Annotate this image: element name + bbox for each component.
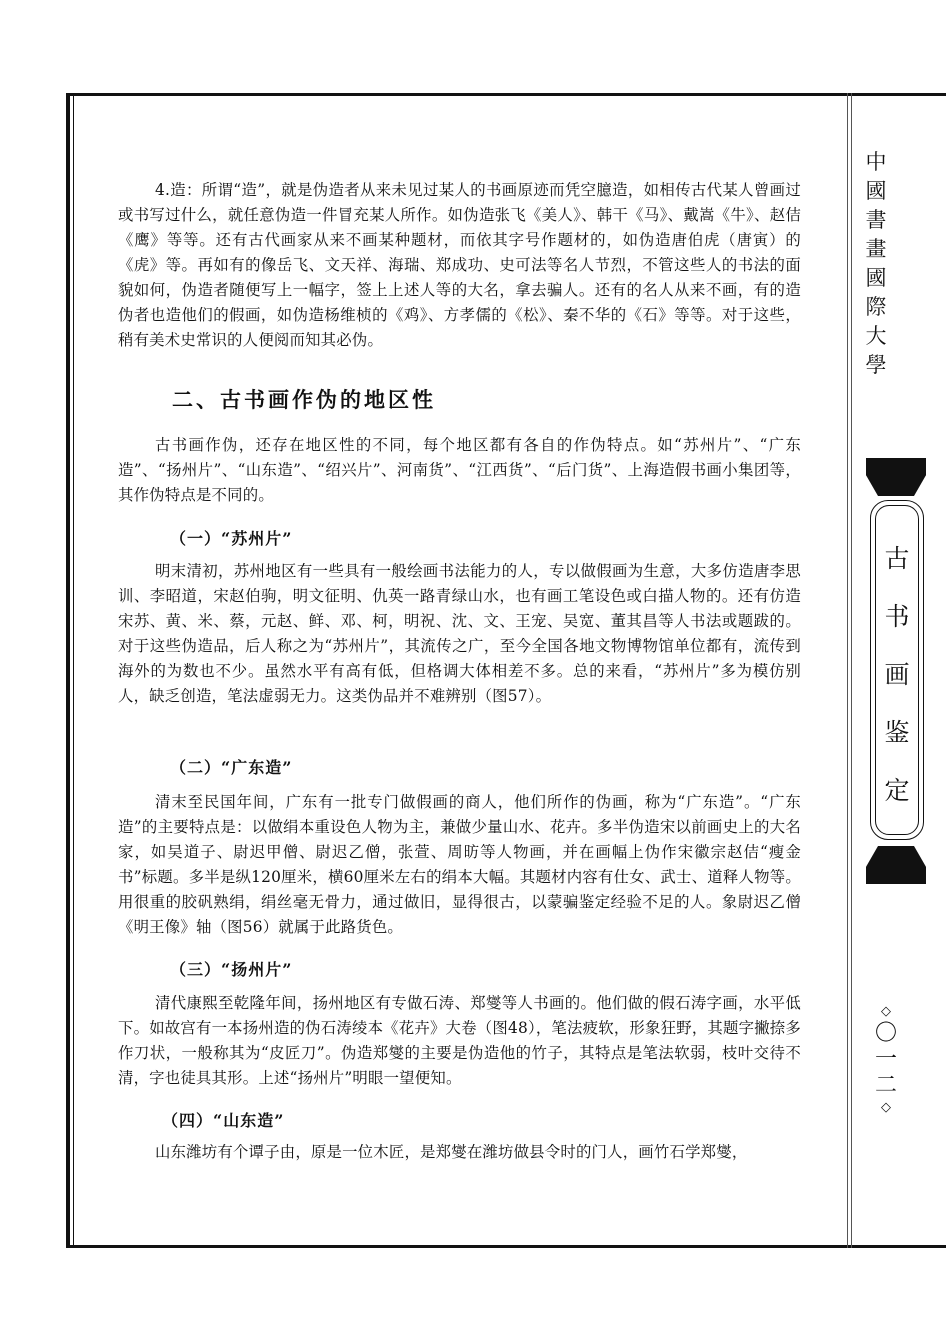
body-paragraph: 4.造：所谓“造”，就是伪造者从来未见过某人的书画原迹而凭空臆造，如相传古代某人曾画过或书写过什么，就任意伪造一件冒充某人所作。如伪造张飞《美人》、韩干《马》、戴嵩《牛》、赵佶《鹰》等等。还有古代画家从来不画某种题材，而依其字号作题材的，如伪造唐伯虎（唐寅）的《虎》等。再如有的像岳飞、文天祥、海瑞、郑成功、史可法等名人节烈，不管这些人的书法的面貌如何，伪造者随便写上一幅字，签上上述人等的大名，拿去骗人。还有的名人从来不画，有的造伪者也造他们的假画，如伪造杨维桢的《鸡》、方孝儒的《松》、秦不华的《石》等等。对于这些，稍有美术史常识的人便阅而知其必伪。 xyxy=(118,181,801,349)
book-title-char: 古 xyxy=(884,544,910,573)
page-number-digit: 〇 xyxy=(874,1021,897,1046)
section-title: 二、古书画作伪的地区性 xyxy=(172,387,436,412)
body-paragraph: 古书画作伪，还存在地区性的不同，每个地区都有各自的作伪特点。如“苏州片”、“广东造”、“扬州片”、“山东造”、“绍兴片”、河南货”、“江西货”、“后门货”、上海造假书画小集团等，其作伪特点是不同的。 xyxy=(118,436,801,504)
sidebar-divider-2 xyxy=(851,93,852,1248)
book-title-char: 定 xyxy=(884,776,910,805)
sidebar-divider xyxy=(847,93,848,1248)
book-title-char: 鉴 xyxy=(884,718,910,747)
paragraph-shandong xyxy=(118,1140,801,1165)
book-title-char: 书 xyxy=(884,602,910,631)
paragraph-guangdong xyxy=(118,790,801,940)
university-char: 大 xyxy=(865,324,887,348)
university-char: 中 xyxy=(865,150,887,174)
body-paragraph: 清末至民国年间，广东有一批专门做假画的商人，他们所作的伪画，称为“广东造”。“广东造”的主要特点是：以做绢本重设色人物为主，兼做少量山水、花卉。多半伪造宋以前画史上的大名家，如吴道子、尉迟甲僧、尉迟乙僧，张萱、周昉等人物画，并在画幅上伪作宋徽宗赵佶“瘦金书”标题。多半是纵120厘米，横60厘米左右的绢本大幅。其题材内容有仕女、武士、道释人物等。用很重的胶矾熟绢，绢丝毫无骨力，通过做旧，显得很古，以蒙骗鉴定经验不足的人。象尉迟乙僧《明王像》轴（图56）就属于此路货色。 xyxy=(118,793,801,936)
university-char: 國 xyxy=(865,179,887,203)
page-number xyxy=(866,1003,906,1117)
page-number-digit: 一 xyxy=(874,1047,897,1072)
diamond-icon: ◇ xyxy=(881,1100,891,1115)
paragraph-zao xyxy=(118,178,801,353)
university-char: 國 xyxy=(865,266,887,290)
paragraph-yangzhou xyxy=(118,991,801,1091)
subheading-suzhou: （一）“苏州片” xyxy=(170,529,293,548)
page-number-digit: 二 xyxy=(874,1073,897,1098)
diamond-icon: ◇ xyxy=(881,1004,891,1019)
paragraph-suzhou xyxy=(118,559,801,709)
subheading-guangdong: （二）“广东造” xyxy=(170,758,293,777)
university-char: 際 xyxy=(865,295,887,319)
body-paragraph: 山东潍坊有个谭子由，原是一位木匠，是郑燮在潍坊做县令时的门人，画竹石学郑燮， xyxy=(155,1143,748,1161)
frame-bottom-rule xyxy=(66,1245,946,1248)
subheading-shandong: （四）“山东造” xyxy=(162,1111,285,1130)
university-name xyxy=(862,148,890,380)
university-char: 書 xyxy=(865,208,887,232)
book-title xyxy=(870,530,924,820)
frame-top-rule xyxy=(66,93,946,96)
university-char: 學 xyxy=(865,353,887,377)
decorative-bar-bottom xyxy=(866,846,926,884)
frame-left-rule xyxy=(66,93,70,1248)
frame-inner-left-rule xyxy=(73,93,74,1248)
book-title-char: 画 xyxy=(884,660,910,689)
subheading-yangzhou: （三）“扬州片” xyxy=(170,960,293,979)
university-char: 畫 xyxy=(865,237,887,261)
paragraph-regional xyxy=(118,433,801,508)
decorative-bar-top xyxy=(866,458,926,496)
body-paragraph: 明末清初，苏州地区有一些具有一般绘画书法能力的人，专以做假画为生意，大多仿造唐李思训、李昭道，宋赵伯驹，明文征明、仇英一路青绿山水，也有画工笔设色或白描人物的。还有仿造宋苏、黄、米、蔡，元赵、鲜、邓、柯，明祝、沈、文、王宠、吴宽、董其昌等人书法或题跋的。对于这些伪造品，后人称之为“苏州片”，其流传之广，至今全国各地文物博物馆单位都有，流传到海外的为数也不少。虽然水平有高有低，但格调大体相差不多。总的来看，“苏州片”多为模仿别人，缺乏创造，笔法虚弱无力。这类伪品并不难辨别（图57）。 xyxy=(118,562,801,705)
body-paragraph: 清代康熙至乾隆年间，扬州地区有专做石涛、郑燮等人书画的。他们做的假石涛字画，水平低下。如故宫有一本扬州造的伪石涛绫本《花卉》大卷（图48），笔法疲软，形象狂野，其题字撇捺多作刀状，一般称其为“皮匠刀”。伪造郑燮的主要是伪造他的竹子，其特点是笔法软弱，枝叶交待不清，字也徒具其形。上述“扬州片”明眼一望便知。 xyxy=(118,994,801,1087)
